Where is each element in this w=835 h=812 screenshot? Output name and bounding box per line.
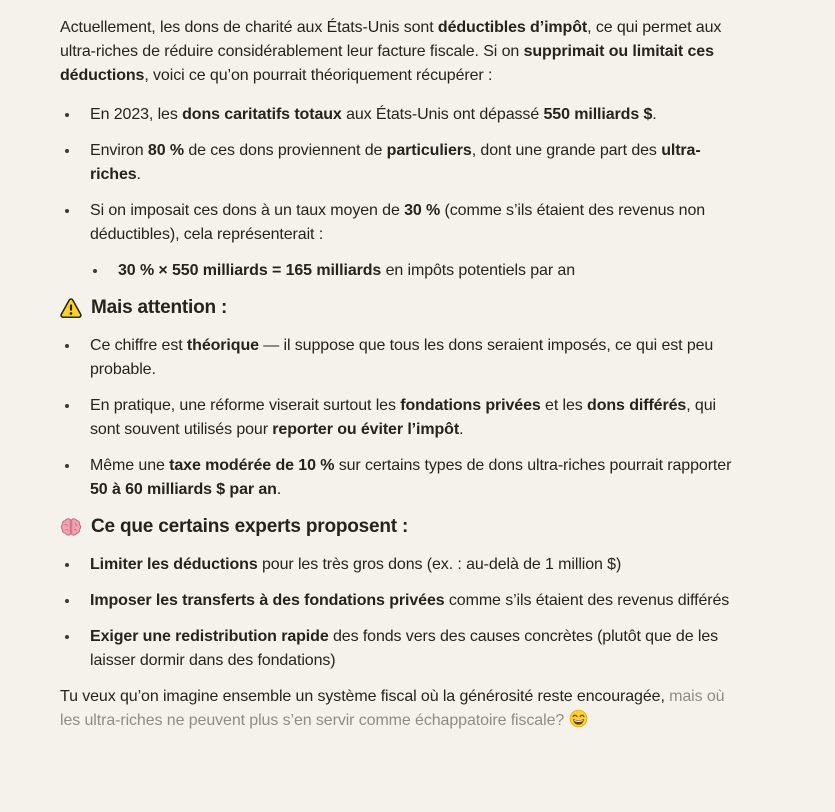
- list-item: [60, 589, 742, 613]
- bold-text: particuliers: [386, 142, 472, 159]
- text-run: .: [276, 481, 282, 498]
- text-run: et les: [540, 397, 588, 414]
- text-run: — il suppose que tous les dons seraient imposés, ce qui est peu probable.: [90, 337, 714, 378]
- bold-text: 30 %: [404, 202, 441, 219]
- proposals-list: [60, 553, 742, 673]
- text-run: aux États-Unis ont dépassé: [341, 106, 544, 123]
- list-item: [60, 625, 742, 673]
- text-run: .: [652, 106, 657, 123]
- warning-heading: [60, 295, 742, 321]
- text-run: , voici ce qu’on pourrait théoriquement récupérer :: [144, 67, 493, 84]
- bold-text: dons différés: [587, 397, 687, 414]
- bold-text: dons caritatifs totaux: [182, 106, 342, 123]
- bold-text: fondations privées: [400, 397, 541, 414]
- bold-text: 30 % × 550 milliards = 165 milliards: [118, 262, 382, 279]
- bold-text: Exiger une redistribution rapide: [90, 628, 329, 645]
- list-item: [60, 454, 742, 502]
- experts-heading: [60, 514, 742, 540]
- heading-label: Mais attention :: [91, 297, 228, 318]
- bold-text: théorique: [186, 337, 259, 354]
- list-item: [60, 103, 742, 127]
- list-item: [90, 259, 742, 283]
- bold-text: 80 %: [147, 142, 184, 159]
- bold-text: reporter ou éviter l’impôt: [272, 421, 460, 438]
- text-run: Environ: [90, 142, 148, 159]
- list-item: [60, 199, 742, 283]
- text-run: .: [459, 421, 464, 438]
- list-item: [60, 334, 742, 382]
- list-item: [60, 139, 742, 187]
- text-run: de ces dons proviennent de: [183, 142, 387, 159]
- bold-text: supprimait ou limitait ces déductions: [60, 43, 714, 84]
- bold-text: taxe modérée de 10 %: [169, 457, 335, 474]
- text-run: Même une: [90, 457, 170, 474]
- intro-paragraph: [60, 16, 742, 88]
- list-item: [60, 553, 742, 577]
- warning-icon: [60, 298, 82, 318]
- stats-list: [60, 103, 742, 283]
- caveats-list: [60, 334, 742, 502]
- text-run: Tu veux qu’on imagine ensemble un système fiscal où la générosité reste encouragée,: [60, 688, 665, 705]
- text-run: , qui sont souvent utilisés pour: [90, 397, 716, 438]
- text-run: Actuellement, les dons de charité aux États-Unis sont: [60, 19, 438, 36]
- text-run: (comme s’ils étaient des revenus non déductibles), cela représenterait :: [90, 202, 706, 243]
- closing-paragraph: [60, 685, 742, 733]
- list-item: [60, 394, 742, 442]
- bold-text: 550 milliards $: [543, 106, 653, 123]
- brain-icon: [60, 517, 82, 537]
- text-run: Ce chiffre est: [90, 337, 187, 354]
- bold-text: déductibles d’impôt: [437, 19, 588, 36]
- text-run: comme s’ils étaient des revenus différés: [444, 592, 730, 609]
- text-run: Si on imposait ces dons à un taux moyen de: [90, 202, 405, 219]
- text-run: En pratique, une réforme viserait surtout les: [90, 397, 401, 414]
- text-run: sur certains types de dons ultra-riches pourrait rapporter: [334, 457, 732, 474]
- grin-emoji-icon: [569, 709, 588, 728]
- bold-text: ultra-riches: [90, 142, 701, 183]
- text-run: en impôts potentiels par an: [381, 262, 575, 279]
- text-run: des fonds vers des causes concrètes (plutôt que de les laisser dormir dans des fondations): [90, 628, 719, 669]
- text-run: , dont une grande part des: [471, 142, 662, 159]
- text-run: , ce qui permet aux ultra-riches de réduire considérablement leur facture fiscale. Si on: [60, 19, 722, 60]
- text-run: pour les très gros dons (ex. : au-delà de 1 million $): [257, 556, 622, 573]
- text-run: mais où les ultra-riches ne peuvent plus s’en servir comme échappatoire fiscale?: [60, 688, 725, 729]
- bold-text: 50 à 60 milliards $ par an: [90, 481, 277, 498]
- bold-text: Limiter les déductions: [90, 556, 258, 573]
- text-run: En 2023, les: [90, 106, 183, 123]
- nested-list: [90, 259, 742, 283]
- bold-text: Imposer les transferts à des fondations privées: [90, 592, 445, 609]
- heading-label: Ce que certains experts proposent :: [91, 516, 409, 537]
- text-run: .: [136, 166, 141, 183]
